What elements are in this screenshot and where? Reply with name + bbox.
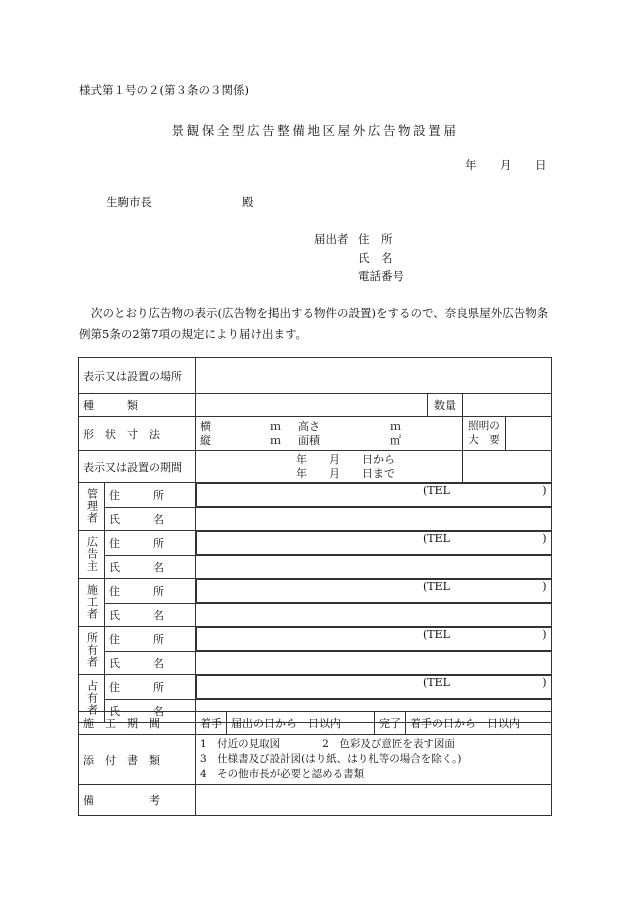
parties-table bbox=[78, 482, 552, 723]
party-address-label: 住 所 bbox=[105, 626, 196, 651]
quantity-field[interactable] bbox=[463, 394, 552, 417]
period-extra bbox=[463, 451, 552, 483]
period-from: 年 月 日から bbox=[296, 452, 395, 466]
location-field[interactable] bbox=[196, 358, 552, 394]
party-name-label: 氏 名 bbox=[105, 555, 196, 578]
party-name-field[interactable] bbox=[196, 507, 552, 530]
applicant-name-label: 氏 名 bbox=[358, 251, 393, 265]
area-unit: ㎡ bbox=[390, 433, 401, 447]
party-name-label: 氏 名 bbox=[105, 603, 196, 626]
attachments-label: 添 付 書 類 bbox=[79, 735, 196, 785]
end-text: 着手の日から 日以内 bbox=[410, 717, 520, 730]
applicant-address-label: 住 所 bbox=[358, 232, 393, 246]
height-label: 高さ bbox=[298, 419, 320, 433]
construction-period-label: 施 工 期 間 bbox=[79, 712, 196, 735]
party-name-field[interactable] bbox=[196, 555, 552, 578]
length-unit: ｍ bbox=[270, 433, 281, 447]
quantity-label: 数量 bbox=[428, 394, 463, 417]
tel-open: (TEL bbox=[423, 483, 450, 497]
party-address-label: 住 所 bbox=[105, 483, 196, 508]
party-label: 施工者 bbox=[79, 578, 105, 626]
attachment-1-2: 1 付近の見取図 2 色彩及び意匠を表す図面 bbox=[200, 738, 455, 750]
party-name-field[interactable] bbox=[196, 603, 552, 626]
party-label: 占有者 bbox=[79, 674, 105, 722]
lighting-cell bbox=[463, 417, 552, 451]
form-number: 様式第１号の２(第３条の３関係) bbox=[79, 83, 249, 97]
attachment-4: 4 その他市長が必要と認める書類 bbox=[200, 768, 365, 780]
lighting-label: 照明の bbox=[468, 420, 500, 432]
period-to: 年 月 日まで bbox=[296, 466, 395, 480]
width-label: 横 bbox=[200, 419, 211, 433]
tel-close: ) bbox=[542, 627, 547, 641]
type-label: 種 類 bbox=[79, 394, 196, 417]
addressee-honorific: 殿 bbox=[242, 195, 254, 209]
tel-close: ) bbox=[542, 579, 547, 593]
width-unit: ｍ bbox=[270, 419, 281, 433]
date-month: 月 bbox=[500, 158, 512, 172]
party-address-label: 住 所 bbox=[105, 578, 196, 603]
date-year: 年 bbox=[465, 158, 477, 172]
lighting-field[interactable] bbox=[506, 417, 551, 450]
height-unit: ｍ bbox=[390, 419, 401, 433]
start-label: 着手 bbox=[196, 712, 227, 734]
attachment-3: 3 仕様書及び設計図(はり紙、はり札等の場合を除く。) bbox=[200, 753, 462, 765]
lighting-need-label: 大 要 bbox=[468, 434, 500, 446]
party-address-label: 住 所 bbox=[105, 530, 196, 555]
construction-period-field[interactable] bbox=[196, 712, 552, 735]
remarks-field[interactable] bbox=[196, 785, 552, 816]
dimensions-field[interactable] bbox=[196, 417, 463, 451]
form-title: 景観保全型広告整備地区屋外広告物設置届 bbox=[171, 123, 459, 138]
party-name-label: 氏 名 bbox=[105, 507, 196, 530]
party-label: 管理者 bbox=[79, 483, 105, 531]
location-label: 表示又は設置の場所 bbox=[79, 358, 196, 394]
end-label: 完了 bbox=[375, 712, 406, 734]
tel-close: ) bbox=[542, 675, 547, 689]
period-field[interactable] bbox=[196, 451, 463, 483]
party-address-field[interactable] bbox=[196, 627, 552, 651]
party-name-field[interactable] bbox=[196, 651, 552, 674]
party-label: 広告主 bbox=[79, 530, 105, 578]
party-address-field[interactable] bbox=[196, 675, 552, 699]
applicant-phone-label: 電話番号 bbox=[358, 269, 404, 283]
area-label: 面積 bbox=[298, 433, 320, 447]
type-field[interactable] bbox=[196, 394, 428, 417]
tel-open: (TEL bbox=[423, 627, 450, 641]
party-address-field[interactable] bbox=[196, 579, 552, 603]
party-address-label: 住 所 bbox=[105, 674, 196, 699]
shape-label: 形 状 寸 法 bbox=[79, 417, 196, 451]
party-address-field[interactable] bbox=[196, 531, 552, 555]
tel-open: (TEL bbox=[423, 579, 450, 593]
intro-text: 次のとおり広告物の表示(広告物を掲出する物件の設置)をするので、奈良県屋外広告物条例第5条の2第7項の規定により届け出ます。 bbox=[79, 306, 549, 341]
party-name-label: 氏 名 bbox=[105, 699, 196, 722]
tel-close: ) bbox=[542, 483, 547, 497]
length-label: 縦 bbox=[200, 433, 211, 447]
tel-open: (TEL bbox=[423, 531, 450, 545]
tel-close: ) bbox=[542, 531, 547, 545]
start-text: 届出の日から 日以内 bbox=[227, 712, 375, 734]
party-name-label: 氏 名 bbox=[105, 651, 196, 674]
addressee-name: 生駒市長 bbox=[106, 195, 152, 209]
period-label: 表示又は設置の期間 bbox=[79, 451, 196, 483]
date-day: 日 bbox=[535, 158, 547, 172]
application-table bbox=[78, 357, 552, 483]
applicant-heading: 届出者 bbox=[314, 232, 349, 246]
tel-open: (TEL bbox=[423, 675, 450, 689]
bottom-table bbox=[78, 711, 552, 816]
attachments-list bbox=[196, 735, 552, 785]
remarks-label: 備 考 bbox=[79, 785, 196, 816]
party-address-field[interactable] bbox=[196, 483, 552, 507]
party-label: 所有者 bbox=[79, 626, 105, 674]
